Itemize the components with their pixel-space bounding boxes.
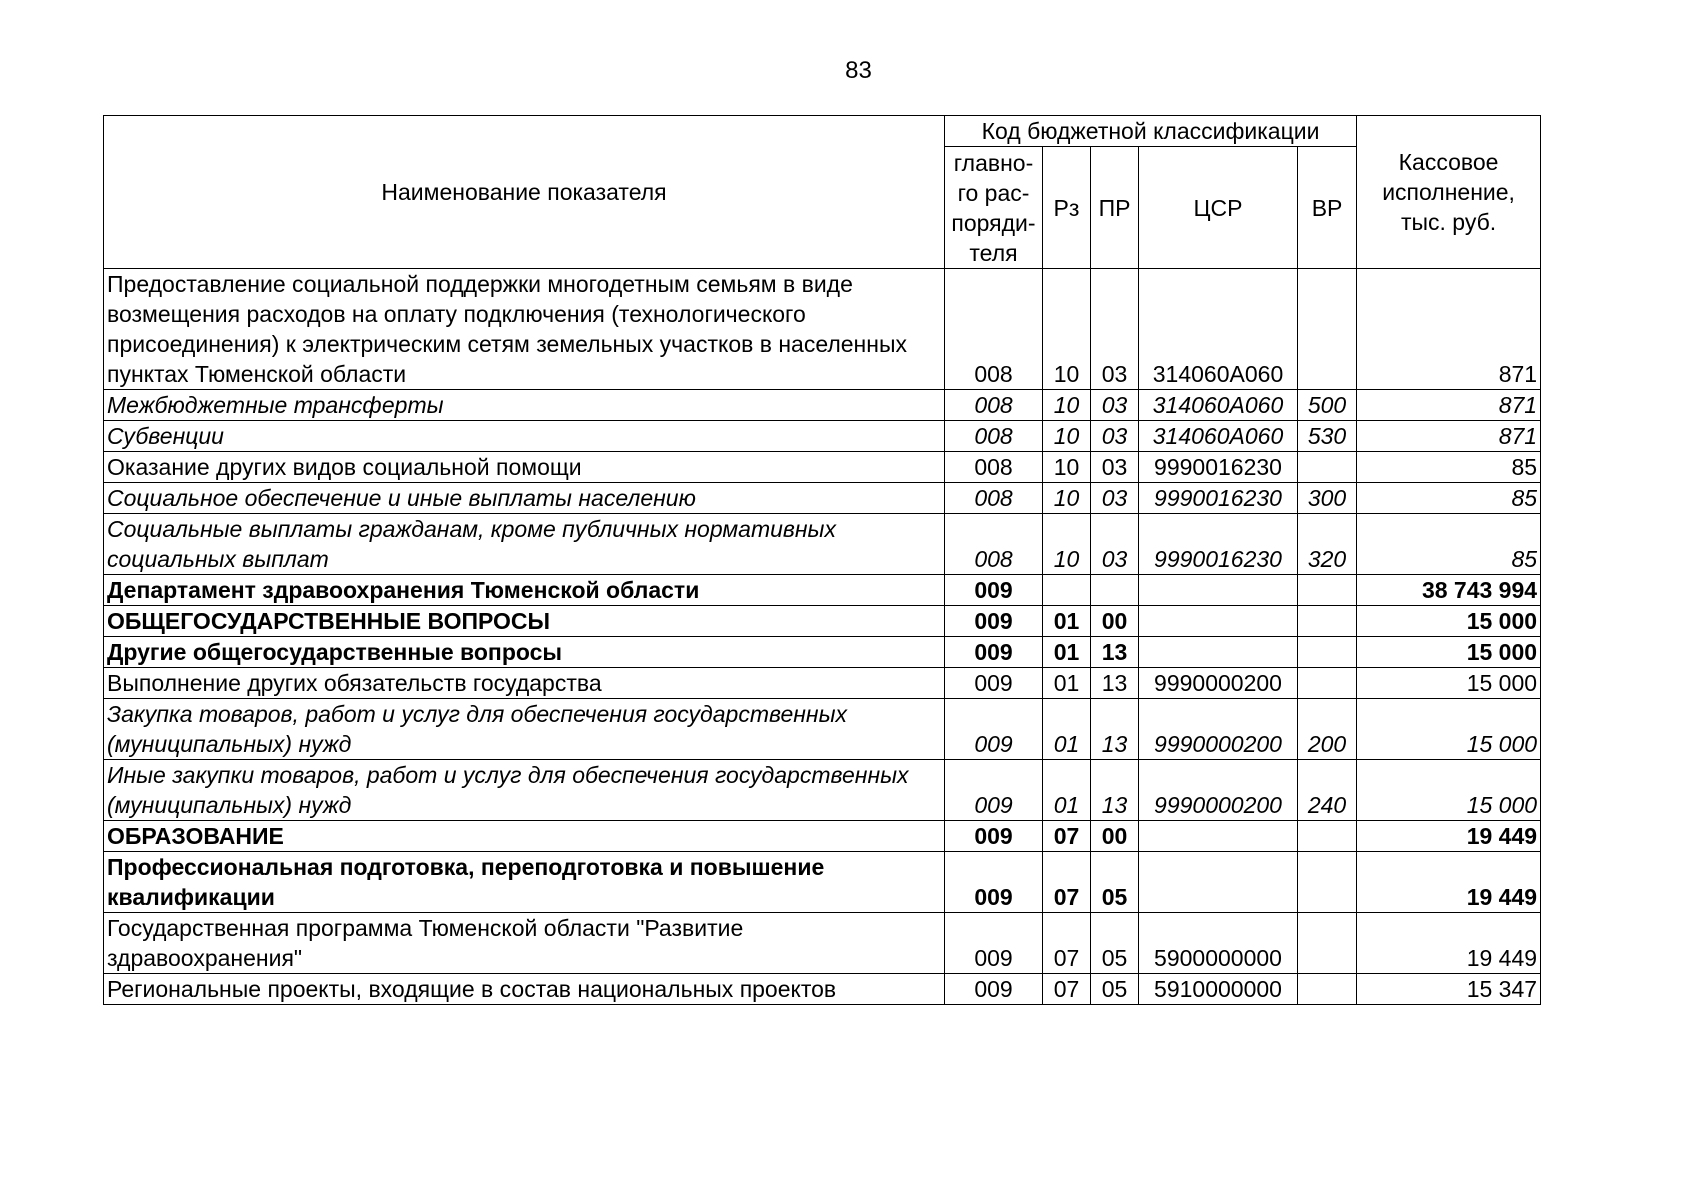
- cell-csr: [1139, 575, 1298, 606]
- cell-chief-admin: 009: [945, 699, 1043, 760]
- cell-amount: 15 000: [1357, 668, 1541, 699]
- cell-csr: [1139, 637, 1298, 668]
- header-amount: Кассовое исполнение, тыс. руб.: [1357, 116, 1541, 269]
- cell-csr: 314060А060: [1139, 421, 1298, 452]
- cell-pr: 00: [1091, 821, 1139, 852]
- cell-rz: 01: [1043, 668, 1091, 699]
- cell-name: Субвенции: [104, 421, 945, 452]
- cell-csr: 9990000200: [1139, 668, 1298, 699]
- page-number: 83: [845, 57, 872, 84]
- table-row: [104, 483, 1541, 514]
- cell-vr: 300: [1298, 483, 1357, 514]
- cell-name: Иные закупки товаров, работ и услуг для обеспечения государственных (муниципальных) нужд: [104, 760, 945, 821]
- cell-vr: [1298, 821, 1357, 852]
- cell-chief-admin: 009: [945, 760, 1043, 821]
- cell-name: Государственная программа Тюменской области "Развитие здравоохранения": [104, 913, 945, 974]
- cell-chief-admin: 008: [945, 269, 1043, 390]
- cell-amount: 19 449: [1357, 852, 1541, 913]
- cell-rz: 01: [1043, 637, 1091, 668]
- budget-table: [103, 115, 1541, 1005]
- cell-csr: 9990016230: [1139, 483, 1298, 514]
- table-row: [104, 421, 1541, 452]
- cell-csr: 9990016230: [1139, 514, 1298, 575]
- table-row: [104, 668, 1541, 699]
- cell-rz: 01: [1043, 606, 1091, 637]
- cell-amount: 85: [1357, 452, 1541, 483]
- cell-chief-admin: 008: [945, 514, 1043, 575]
- cell-csr: [1139, 821, 1298, 852]
- table-row: [104, 974, 1541, 1005]
- cell-rz: 01: [1043, 699, 1091, 760]
- cell-vr: [1298, 575, 1357, 606]
- cell-vr: [1298, 606, 1357, 637]
- cell-pr: [1091, 575, 1139, 606]
- cell-rz: 10: [1043, 421, 1091, 452]
- cell-vr: 500: [1298, 390, 1357, 421]
- cell-csr: 9990016230: [1139, 452, 1298, 483]
- header-csr: ЦСР: [1139, 147, 1298, 269]
- cell-rz: 07: [1043, 852, 1091, 913]
- cell-vr: [1298, 852, 1357, 913]
- cell-amount: 85: [1357, 483, 1541, 514]
- cell-pr: 13: [1091, 699, 1139, 760]
- cell-csr: 314060А060: [1139, 390, 1298, 421]
- cell-pr: 03: [1091, 421, 1139, 452]
- cell-csr: 9990000200: [1139, 760, 1298, 821]
- cell-csr: 5900000000: [1139, 913, 1298, 974]
- cell-vr: 200: [1298, 699, 1357, 760]
- cell-csr: 5910000000: [1139, 974, 1298, 1005]
- cell-amount: 871: [1357, 421, 1541, 452]
- cell-vr: [1298, 913, 1357, 974]
- cell-rz: 07: [1043, 913, 1091, 974]
- cell-amount: 15 000: [1357, 637, 1541, 668]
- header-name: Наименование показателя: [104, 116, 945, 269]
- cell-csr: [1139, 852, 1298, 913]
- table-row: [104, 606, 1541, 637]
- cell-name: Департамент здравоохранения Тюменской области: [104, 575, 945, 606]
- cell-chief-admin: 009: [945, 821, 1043, 852]
- cell-pr: 03: [1091, 514, 1139, 575]
- cell-name: Выполнение других обязательств государства: [104, 668, 945, 699]
- cell-chief-admin: 008: [945, 390, 1043, 421]
- cell-amount: 15 000: [1357, 699, 1541, 760]
- cell-rz: 10: [1043, 514, 1091, 575]
- cell-pr: 03: [1091, 483, 1139, 514]
- table-row: [104, 269, 1541, 390]
- table-row: [104, 852, 1541, 913]
- cell-pr: 05: [1091, 913, 1139, 974]
- table-body: [104, 269, 1541, 1005]
- cell-vr: 240: [1298, 760, 1357, 821]
- cell-rz: 10: [1043, 390, 1091, 421]
- cell-name: Профессиональная подготовка, переподготовка и повышение квалификации: [104, 852, 945, 913]
- cell-rz: 10: [1043, 452, 1091, 483]
- cell-csr: [1139, 606, 1298, 637]
- cell-chief-admin: 009: [945, 913, 1043, 974]
- cell-rz: 07: [1043, 821, 1091, 852]
- cell-chief-admin: 008: [945, 452, 1043, 483]
- header-rz: Рз: [1043, 147, 1091, 269]
- cell-csr: 314060А060: [1139, 269, 1298, 390]
- cell-amount: 15 000: [1357, 760, 1541, 821]
- table-row: [104, 637, 1541, 668]
- cell-chief-admin: 009: [945, 637, 1043, 668]
- cell-name: Предоставление социальной поддержки многодетным семьям в виде возмещения расходов на оплату подключения (технологического присоединения) к электрическим сетям земельных участков в населенных пунктах Тюменской области: [104, 269, 945, 390]
- cell-amount: 871: [1357, 390, 1541, 421]
- cell-rz: [1043, 575, 1091, 606]
- cell-chief-admin: 009: [945, 575, 1043, 606]
- cell-amount: 15 000: [1357, 606, 1541, 637]
- cell-vr: [1298, 269, 1357, 390]
- cell-name: Региональные проекты, входящие в состав национальных проектов: [104, 974, 945, 1005]
- cell-chief-admin: 009: [945, 974, 1043, 1005]
- cell-pr: 05: [1091, 852, 1139, 913]
- cell-pr: 13: [1091, 637, 1139, 668]
- cell-vr: 320: [1298, 514, 1357, 575]
- cell-name: Социальные выплаты гражданам, кроме публичных нормативных социальных выплат: [104, 514, 945, 575]
- header-chief-admin: главно-го рас-поряди-теля: [945, 147, 1043, 269]
- cell-name: Другие общегосударственные вопросы: [104, 637, 945, 668]
- cell-rz: 07: [1043, 974, 1091, 1005]
- cell-rz: 10: [1043, 269, 1091, 390]
- table-row: [104, 699, 1541, 760]
- cell-amount: 15 347: [1357, 974, 1541, 1005]
- cell-chief-admin: 008: [945, 483, 1043, 514]
- cell-pr: 03: [1091, 452, 1139, 483]
- cell-pr: 05: [1091, 974, 1139, 1005]
- header-budget-code: Код бюджетной классификации: [945, 116, 1357, 147]
- cell-pr: 03: [1091, 269, 1139, 390]
- cell-chief-admin: 009: [945, 852, 1043, 913]
- header-pr: ПР: [1091, 147, 1139, 269]
- cell-vr: [1298, 974, 1357, 1005]
- cell-name: ОБЩЕГОСУДАРСТВЕННЫЕ ВОПРОСЫ: [104, 606, 945, 637]
- cell-name: Межбюджетные трансферты: [104, 390, 945, 421]
- cell-pr: 00: [1091, 606, 1139, 637]
- cell-name: ОБРАЗОВАНИЕ: [104, 821, 945, 852]
- cell-pr: 13: [1091, 668, 1139, 699]
- cell-pr: 03: [1091, 390, 1139, 421]
- cell-chief-admin: 009: [945, 606, 1043, 637]
- cell-chief-admin: 009: [945, 668, 1043, 699]
- header-vr: ВР: [1298, 147, 1357, 269]
- cell-vr: [1298, 668, 1357, 699]
- table-row: [104, 821, 1541, 852]
- cell-vr: 530: [1298, 421, 1357, 452]
- cell-amount: 871: [1357, 269, 1541, 390]
- cell-name: Закупка товаров, работ и услуг для обеспечения государственных (муниципальных) нужд: [104, 699, 945, 760]
- cell-amount: 19 449: [1357, 821, 1541, 852]
- table-row: [104, 575, 1541, 606]
- cell-chief-admin: 008: [945, 421, 1043, 452]
- cell-vr: [1298, 637, 1357, 668]
- cell-rz: 10: [1043, 483, 1091, 514]
- cell-pr: 13: [1091, 760, 1139, 821]
- table-row: [104, 452, 1541, 483]
- cell-csr: 9990000200: [1139, 699, 1298, 760]
- table-row: [104, 760, 1541, 821]
- cell-name: Оказание других видов социальной помощи: [104, 452, 945, 483]
- table-row: [104, 913, 1541, 974]
- cell-amount: 38 743 994: [1357, 575, 1541, 606]
- cell-vr: [1298, 452, 1357, 483]
- cell-amount: 19 449: [1357, 913, 1541, 974]
- cell-amount: 85: [1357, 514, 1541, 575]
- table-row: [104, 390, 1541, 421]
- table-row: [104, 514, 1541, 575]
- cell-name: Социальное обеспечение и иные выплаты населению: [104, 483, 945, 514]
- cell-rz: 01: [1043, 760, 1091, 821]
